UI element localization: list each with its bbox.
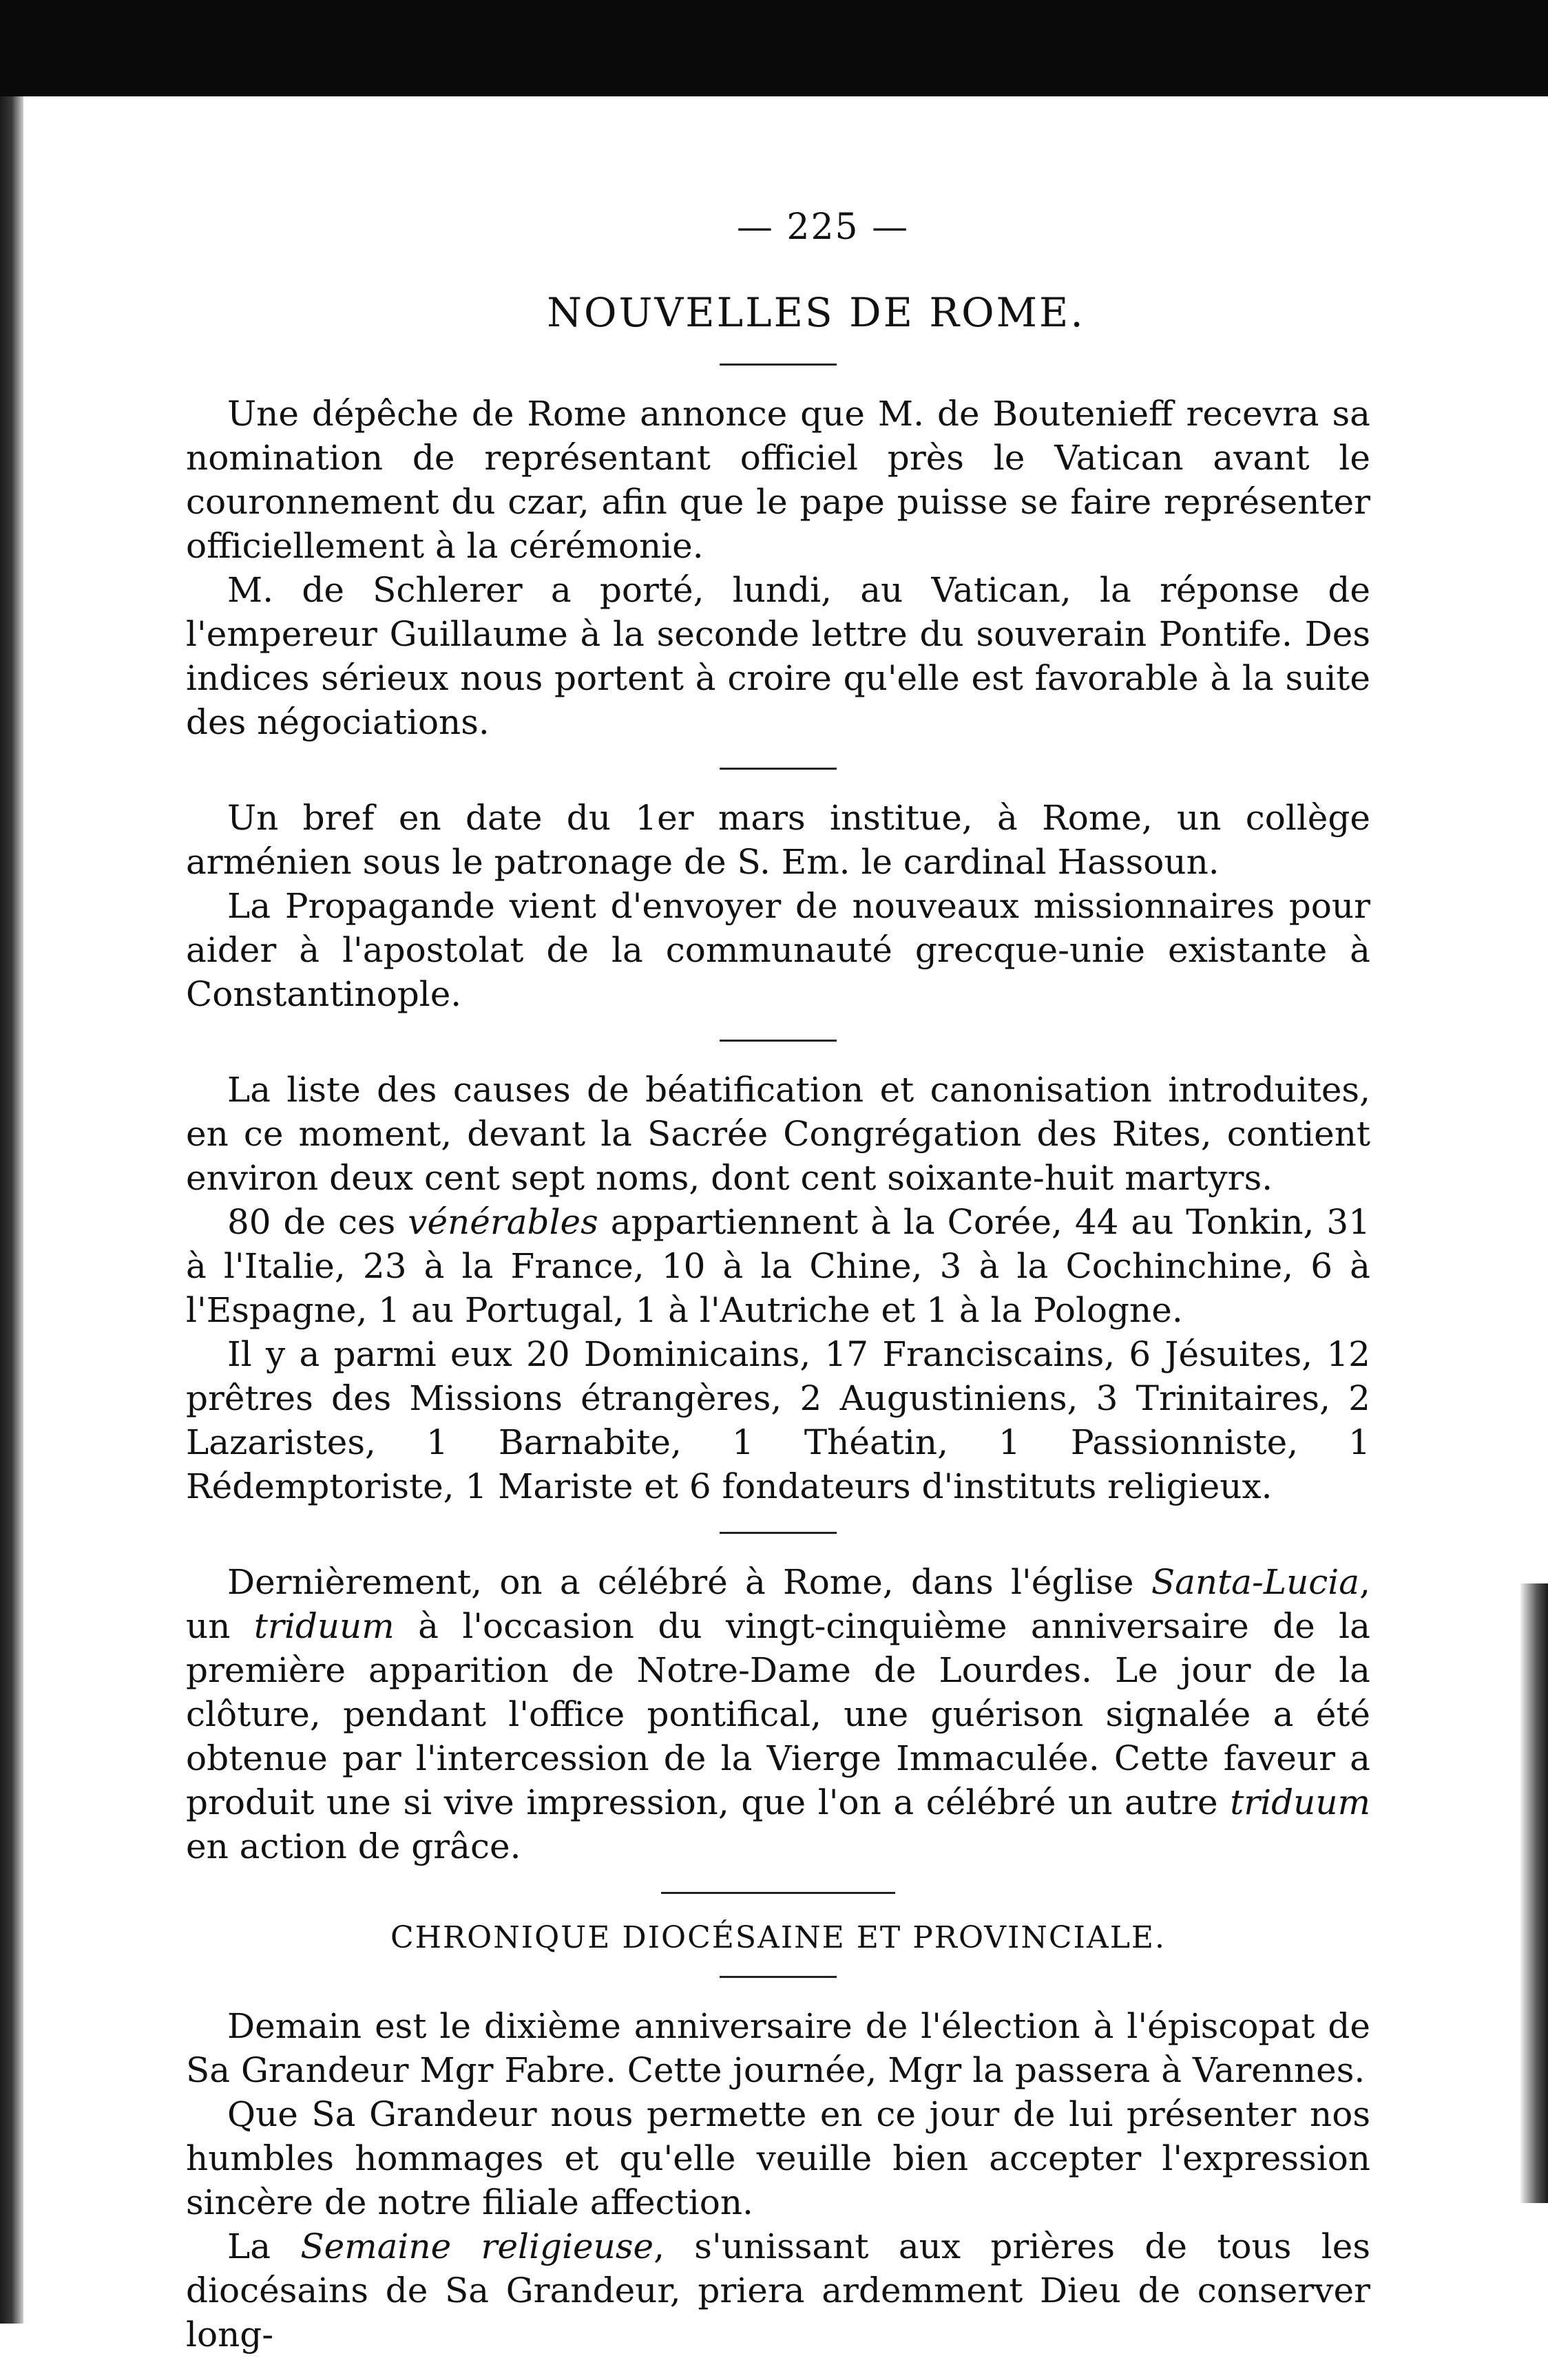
article-paragraph — [186, 1068, 1370, 1200]
paragraph-text: à l'occasion du vingt-cinquième anniversaire de la première apparition de Notre-Dame de Lourdes. Le jour de la clôture, pendant l'office pontifical, une guérison signalée a été obtenue par l'intercession de la Vierge Immaculée. Cette faveur a produit une si vive impression, que l'on a célébré un autre — [186, 1606, 1370, 1822]
paragraph-text: appartiennent à la Corée, 44 au Tonkin, 31 à l'Italie, 23 à la France, 10 à la Chine, 3 à la Cochinchine, 6 à l'Espagne, 1 au Portugal, 1 à l'Autriche et 1 à la Pologne. — [186, 1202, 1370, 1330]
paragraph-text: , un — [186, 1562, 1370, 1646]
paragraph-text: La Propagande vient d'envoyer de nouveaux missionnaires pour aider à l'apostolat de la communauté grecque-unie existante à Constantinople. — [186, 886, 1370, 1014]
paragraph-text: 80 de ces — [227, 1202, 408, 1242]
paragraph-text: Que Sa Grandeur nous permette en ce jour de lui présenter nos humbles hommages et qu'elle veuille bien accepter l'expression sincère de notre filiale affection. — [186, 2094, 1370, 2222]
italic-text: vénérables — [408, 1202, 598, 1242]
article-paragraph — [186, 1332, 1370, 1508]
scan-right-edge — [1520, 1583, 1548, 2203]
paragraph-text: Une dépêche de Rome annonce que M. de Boutenieff recevra sa nomination de représentant officiel près le Vatican avant le couronnement du czar, afin que le pape puisse se faire représenter officiellement à la cérémonie. — [186, 394, 1370, 566]
paragraph-text: Un bref en date du 1er mars institue, à Rome, un collège arménien sous le patronage de S. Em. le cardinal Hassoun. — [186, 798, 1370, 882]
title-rule — [720, 364, 837, 366]
paragraph-text: Il y a parmi eux 20 Dominicains, 17 Franciscains, 6 Jésuites, 12 prêtres des Missions étrangères, 2 Augustiniens, 3 Trinitaires, 2 Lazaristes, 1 Barnabite, 1 Théatin, 1 Passionniste, 1 Rédemptoriste, 1 Mariste et 6 fondateurs d'instituts religieux. — [186, 1334, 1370, 1506]
news-article — [186, 392, 1370, 744]
italic-text: Semaine religieuse — [300, 2226, 654, 2266]
news-article — [186, 1560, 1370, 1868]
article-paragraph — [186, 1560, 1370, 1868]
paragraph-text: en action de grâce. — [186, 1826, 521, 1866]
article-separator — [720, 1040, 837, 1042]
italic-text: triduum — [1230, 1782, 1370, 1822]
article-paragraph — [186, 1200, 1370, 1332]
article-separator — [720, 1532, 837, 1534]
article-paragraph — [186, 796, 1370, 884]
italic-text: triduum — [253, 1606, 395, 1646]
article-paragraph — [186, 392, 1370, 568]
section-heading-rule — [720, 1976, 837, 1978]
italic-text: Santa-Lucia — [1151, 1562, 1360, 1602]
article-paragraph — [186, 2092, 1370, 2224]
paragraph-text: , s'unissant aux prières de tous les diocésains de Sa Grandeur, priera ardemment Dieu de conserver long- — [186, 2226, 1370, 2355]
article-separator — [720, 768, 837, 770]
scan-top-border — [0, 0, 1548, 96]
article-paragraph — [186, 2224, 1370, 2357]
rome-news-section — [186, 392, 1370, 1868]
page-title: NOUVELLES DE ROME. — [547, 289, 1085, 336]
section-heading: CHRONIQUE DIOCÉSAINE ET PROVINCIALE. — [390, 1920, 1167, 1955]
article-paragraph — [186, 884, 1370, 1016]
paragraph-text: La liste des causes de béatification et canonisation introduites, en ce moment, devant la Sacrée Congrégation des Rites, contient environ deux cent sept noms, dont cent soixante-huit martyrs. — [186, 1070, 1370, 1198]
paragraph-text: M. de Schlerer a porté, lundi, au Vatican, la réponse de l'empereur Guillaume à la seconde lettre du souverain Pontife. Des indices sérieux nous portent à croire qu'elle est favorable à la suite des négociations. — [186, 570, 1370, 742]
article-paragraph — [186, 568, 1370, 744]
news-article — [186, 796, 1370, 1016]
paragraph-text: Demain est le dixième anniversaire de l'élection à l'épiscopat de Sa Grandeur Mgr Fabre. Cette journée, Mgr la passera à Varennes. — [186, 2006, 1370, 2090]
page-number: — 225 — — [736, 207, 910, 248]
scan-left-edge — [0, 96, 23, 2324]
news-article — [186, 2004, 1370, 2357]
chronicle-section — [186, 2004, 1370, 2357]
section-rule — [661, 1892, 895, 1894]
paragraph-text: Dernièrement, on a célébré à Rome, dans l'église — [227, 1562, 1151, 1602]
paragraph-text: La — [227, 2226, 301, 2266]
document-page — [186, 207, 1370, 2380]
news-article — [186, 1068, 1370, 1508]
article-paragraph — [186, 2004, 1370, 2092]
